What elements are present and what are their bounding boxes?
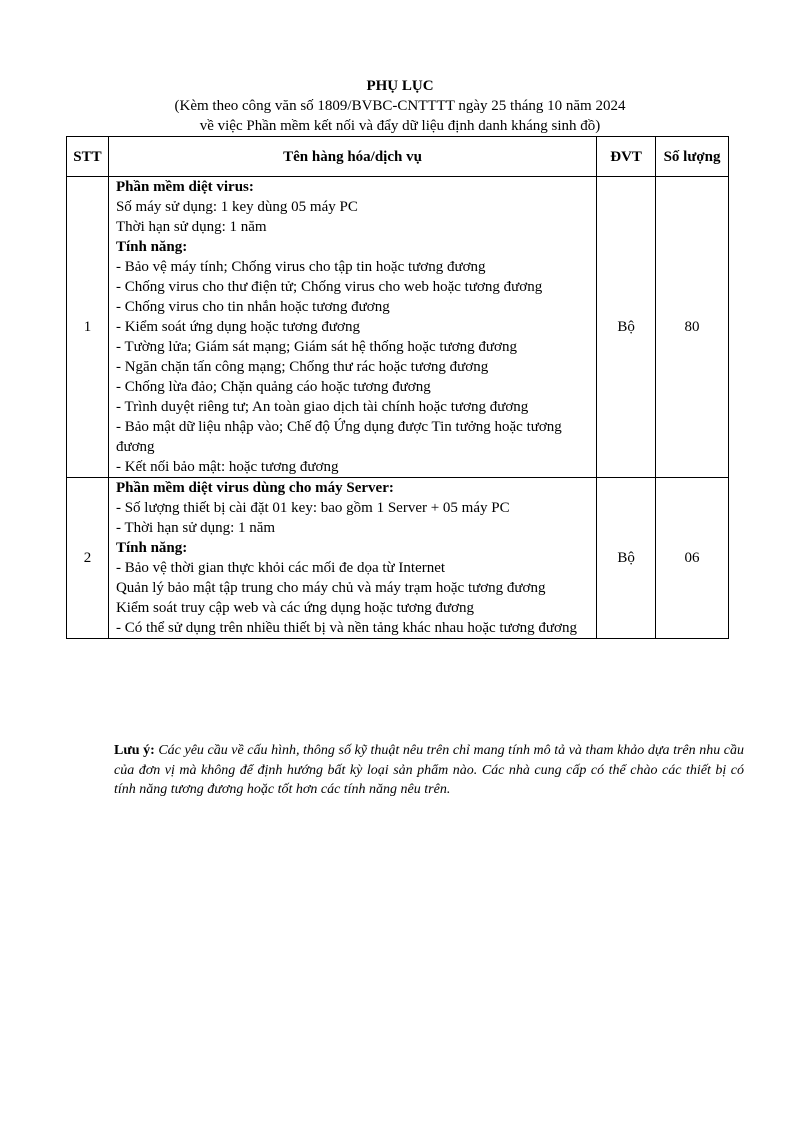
- row-stt: 2: [67, 478, 109, 639]
- note-text: Các yêu cầu về cấu hình, thông số kỹ thuật nêu trên chỉ mang tính mô tả và tham khảo dựa trên nhu cầu của đơn vị mà không để định hướng bất kỳ loại sản phẩm nào. Các nhà cung cấp có thể chào các thiết bị có tính năng tương đương hoặc tốt hơn các tính năng nêu trên.: [114, 743, 744, 797]
- description-line: - Chống virus cho tin nhắn hoặc tương đương: [115, 299, 390, 315]
- goods-table: [66, 136, 729, 639]
- table-body: [67, 177, 729, 639]
- row-unit: Bộ: [597, 478, 656, 639]
- appendix-title: PHỤ LỤC: [366, 78, 434, 94]
- header-qty: Số lượng: [656, 137, 729, 177]
- description-line: - Có thể sử dụng trên nhiều thiết bị và nền tảng khác nhau hoặc tương đương: [115, 620, 577, 636]
- note-paragraph: [114, 741, 744, 800]
- description-line: - Bảo vệ máy tính; Chống virus cho tập tin hoặc tương đương: [115, 259, 486, 275]
- description-line: - Tường lửa; Giám sát mạng; Giám sát hệ thống hoặc tương đương: [115, 339, 517, 355]
- description-line: - Chống virus cho thư điện tử; Chống virus cho web hoặc tương đương: [115, 279, 543, 295]
- table-row: [67, 177, 729, 478]
- table-header-row: [67, 137, 729, 177]
- description-line: - Bảo mật dữ liệu nhập vào; Chế độ Ứng dụng được Tin tưởng hoặc tương đương: [115, 419, 562, 455]
- description-line: Kiểm soát truy cập web và các ứng dụng hoặc tương đương: [115, 600, 475, 616]
- row-unit: Bộ: [597, 177, 656, 478]
- description-line: - Kiểm soát ứng dụng hoặc tương đương: [115, 319, 360, 335]
- description-heading: Tính năng:: [115, 540, 188, 556]
- header-name: Tên hàng hóa/dịch vụ: [108, 137, 596, 177]
- row-description: [108, 177, 596, 478]
- header-unit: ĐVT: [597, 137, 656, 177]
- description-line: - Ngăn chặn tấn công mạng; Chống thư rác hoặc tương đương: [115, 359, 489, 375]
- note-label: Lưu ý:: [114, 743, 155, 758]
- header-stt: STT: [67, 137, 109, 177]
- row-qty: 80: [656, 177, 729, 478]
- description-line: - Số lượng thiết bị cài đặt 01 key: bao gồm 1 Server + 05 máy PC: [115, 500, 510, 516]
- table-row: [67, 478, 729, 639]
- appendix-subtitle-line1: (Kèm theo công văn số 1809/BVBC-CNTTTT ngày 25 tháng 10 năm 2024: [174, 98, 626, 114]
- row-qty: 06: [656, 478, 729, 639]
- row-stt: 1: [67, 177, 109, 478]
- description-heading: Phần mềm diệt virus:: [115, 179, 254, 195]
- description-line: Quản lý bảo mật tập trung cho máy chủ và máy trạm hoặc tương đương: [115, 580, 546, 596]
- description-line: - Kết nối bảo mật: hoặc tương đương: [115, 459, 339, 475]
- description-line: - Trình duyệt riêng tư; An toàn giao dịch tài chính hoặc tương đương: [115, 399, 529, 415]
- appendix-subtitle-line2: về việc Phần mềm kết nối và đẩy dữ liệu định danh kháng sinh đồ): [199, 118, 601, 134]
- description-line: - Thời hạn sử dụng: 1 năm: [115, 520, 276, 536]
- description-heading: Tính năng:: [115, 239, 188, 255]
- description-line: Thời hạn sử dụng: 1 năm: [115, 219, 267, 235]
- row-description: [108, 478, 596, 639]
- description-heading: Phần mềm diệt virus dùng cho máy Server:: [115, 480, 394, 496]
- description-line: - Chống lừa đảo; Chặn quảng cáo hoặc tương đương: [115, 379, 431, 395]
- appendix-heading: [0, 76, 800, 136]
- description-line: - Bảo vệ thời gian thực khỏi các mối đe dọa từ Internet: [115, 560, 446, 576]
- description-line: Số máy sử dụng: 1 key dùng 05 máy PC: [115, 199, 358, 215]
